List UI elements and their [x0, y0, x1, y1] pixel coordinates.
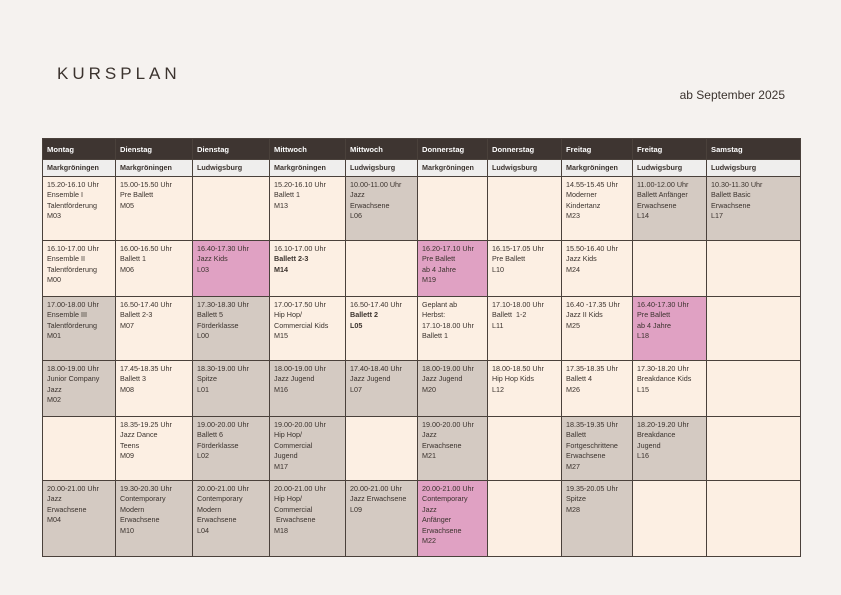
- location-header: Ludwigsburg: [193, 160, 270, 177]
- course-time: 18.00-19.00 Uhr: [47, 364, 99, 373]
- course-cell: [193, 361, 270, 417]
- course-detail: Jazz Kids: [197, 254, 228, 264]
- empty-cell: [707, 241, 801, 297]
- course-detail: L02: [197, 451, 209, 461]
- empty-cell: [418, 177, 488, 241]
- course-cell: [633, 417, 707, 481]
- course-detail: M21: [422, 451, 436, 461]
- day-header: Freitag: [562, 139, 633, 160]
- course-detail: Pre Ballett: [637, 310, 671, 320]
- course-cell: [116, 361, 193, 417]
- course-detail: Jazz: [47, 494, 62, 504]
- course-detail: Herbst:: [422, 310, 446, 320]
- course-detail: M20: [422, 384, 436, 394]
- course-time: 16.15-17.05 Uhr: [492, 244, 544, 253]
- course-time: 20.00-21.00 Uhr: [274, 484, 326, 493]
- course-detail: M14: [274, 264, 288, 274]
- course-detail: M24: [566, 264, 580, 274]
- day-header: Mittwoch: [346, 139, 418, 160]
- course-detail: Jugend: [274, 451, 298, 461]
- course-detail: M02: [47, 395, 61, 405]
- course-detail: Ensemble I: [47, 190, 83, 200]
- course-detail: 17.10-18.00 Uhr: [422, 320, 474, 330]
- course-detail: L15: [637, 384, 649, 394]
- course-time: 16.50-17.40 Uhr: [120, 300, 172, 309]
- course-time: 16.10-17.00 Uhr: [274, 244, 326, 253]
- day-header: Mittwoch: [270, 139, 346, 160]
- course-cell: [488, 297, 562, 361]
- day-header: Donnerstag: [488, 139, 562, 160]
- course-time: 19.30-20.30 Uhr: [120, 484, 172, 493]
- time-slot-row: [43, 361, 801, 417]
- course-detail: M17: [274, 461, 288, 471]
- course-detail: L14: [637, 211, 649, 221]
- course-detail: M19: [422, 275, 436, 285]
- course-detail: Hip Hop/: [274, 494, 302, 504]
- course-detail: M06: [120, 264, 134, 274]
- course-cell: [116, 481, 193, 557]
- course-detail: Spitze: [197, 374, 217, 384]
- course-detail: Anfänger: [422, 515, 452, 525]
- course-time: 17.35-18.35 Uhr: [566, 364, 618, 373]
- course-time: 16.00-16.50 Uhr: [120, 244, 172, 253]
- course-cell: [270, 297, 346, 361]
- course-time: Geplant ab: [422, 300, 458, 309]
- course-cell: [193, 417, 270, 481]
- course-cell: [418, 297, 488, 361]
- location-header: Markgröningen: [270, 160, 346, 177]
- course-cell: [562, 361, 633, 417]
- course-detail: M05: [120, 200, 134, 210]
- course-detail: M08: [120, 384, 134, 394]
- location-header: Markgröningen: [43, 160, 116, 177]
- course-detail: Pre Ballett: [492, 254, 526, 264]
- course-cell: [43, 177, 116, 241]
- course-time: 17.45-18.35 Uhr: [120, 364, 172, 373]
- course-time: 10.00-11.00 Uhr: [350, 180, 402, 189]
- course-detail: Teens: [120, 440, 140, 450]
- course-cell: [418, 361, 488, 417]
- time-slot-row: [43, 241, 801, 297]
- location-header: Markgröningen: [562, 160, 633, 177]
- course-detail: M13: [274, 200, 288, 210]
- course-cell: [193, 297, 270, 361]
- course-detail: Fortgeschrittene: [566, 440, 618, 450]
- course-cell: [418, 417, 488, 481]
- course-detail: L16: [637, 451, 649, 461]
- course-detail: L06: [350, 211, 362, 221]
- course-detail: M27: [566, 461, 580, 471]
- course-detail: M10: [120, 525, 134, 535]
- course-detail: Ballett 1: [274, 190, 300, 200]
- course-detail: Erwachsene: [422, 440, 462, 450]
- course-cell: [116, 297, 193, 361]
- course-detail: Jazz Jugend: [350, 374, 391, 384]
- course-detail: L00: [197, 331, 209, 341]
- course-detail: Erwachsene: [274, 515, 316, 525]
- schedule-table: [42, 138, 801, 557]
- course-detail: M26: [566, 384, 580, 394]
- course-cell: [562, 297, 633, 361]
- course-detail: Spitze: [566, 494, 586, 504]
- empty-cell: [488, 177, 562, 241]
- empty-cell: [346, 417, 418, 481]
- course-cell: [562, 241, 633, 297]
- course-detail: Jazz Erwachsene: [350, 494, 407, 504]
- course-cell: [43, 241, 116, 297]
- course-detail: Contemporary: [197, 494, 243, 504]
- time-slot-row: [43, 481, 801, 557]
- course-detail: Junior Company: [47, 374, 100, 384]
- course-detail: Pre Ballett: [120, 190, 154, 200]
- empty-cell: [43, 417, 116, 481]
- course-cell: [270, 177, 346, 241]
- course-detail: L12: [492, 384, 504, 394]
- course-detail: M00: [47, 275, 61, 285]
- course-cell: [562, 177, 633, 241]
- course-cell: [488, 241, 562, 297]
- course-time: 17.30-18.20 Uhr: [637, 364, 689, 373]
- course-time: 16.40-17.30 Uhr: [197, 244, 249, 253]
- course-time: 17.30-18.30 Uhr: [197, 300, 249, 309]
- course-time: 20.00-21.00 Uhr: [47, 484, 99, 493]
- course-cell: [488, 361, 562, 417]
- empty-cell: [707, 297, 801, 361]
- course-detail: Ensemble III: [47, 310, 87, 320]
- course-detail: Jazz: [422, 504, 437, 514]
- course-cell: [562, 481, 633, 557]
- course-time: 16.40 -17.35 Uhr: [566, 300, 620, 309]
- course-cell: [116, 417, 193, 481]
- course-detail: Modern: [197, 504, 222, 514]
- course-detail: M16: [274, 384, 288, 394]
- location-header: Ludwigsburg: [633, 160, 707, 177]
- course-detail: Ballett 3: [120, 374, 146, 384]
- course-time: 17.00-18.00 Uhr: [47, 300, 99, 309]
- course-time: 16.50-17.40 Uhr: [350, 300, 402, 309]
- course-detail: M22: [422, 536, 436, 546]
- location-header: Markgröningen: [116, 160, 193, 177]
- course-detail: Talentförderung: [47, 264, 97, 274]
- course-time: 19.00-20.00 Uhr: [422, 420, 474, 429]
- course-detail: Ballett Basic: [711, 190, 751, 200]
- location-header: Ludwigsburg: [488, 160, 562, 177]
- course-detail: Ballett 4: [566, 374, 592, 384]
- course-time: 15.20-16.10 Uhr: [47, 180, 99, 189]
- course-time: 15.50-16.40 Uhr: [566, 244, 618, 253]
- course-cell: [193, 481, 270, 557]
- course-time: 15.20-16.10 Uhr: [274, 180, 326, 189]
- course-detail: Commercial: [274, 504, 313, 514]
- course-detail: Contemporary: [422, 494, 468, 504]
- course-detail: M15: [274, 331, 288, 341]
- course-detail: Erwachsene: [350, 200, 390, 210]
- location-header: Ludwigsburg: [707, 160, 801, 177]
- course-detail: Jazz Kids: [566, 254, 597, 264]
- course-detail: Kindertanz: [566, 200, 601, 210]
- course-time: 19.35-20.05 Uhr: [566, 484, 618, 493]
- course-cell: [270, 481, 346, 557]
- course-cell: [346, 361, 418, 417]
- course-detail: Modern: [120, 504, 145, 514]
- course-detail: M03: [47, 211, 61, 221]
- course-cell: [707, 177, 801, 241]
- course-detail: Jazz: [350, 190, 365, 200]
- location-header-row: [43, 160, 801, 177]
- course-cell: [633, 177, 707, 241]
- course-detail: L18: [637, 331, 649, 341]
- course-time: 17.40-18.40 Uhr: [350, 364, 402, 373]
- course-time: 16.10-17.00 Uhr: [47, 244, 99, 253]
- course-detail: Ballett 1: [120, 254, 146, 264]
- course-detail: Ballett 6: [197, 430, 223, 440]
- course-time: 18.00-18.50 Uhr: [492, 364, 544, 373]
- course-cell: [633, 297, 707, 361]
- course-detail: Jazz: [422, 430, 437, 440]
- course-detail: Talentförderung: [47, 200, 97, 210]
- course-time: 16.40-17.30 Uhr: [637, 300, 689, 309]
- course-detail: Förderklasse: [197, 320, 239, 330]
- course-detail: M28: [566, 504, 580, 514]
- day-header-row: [43, 139, 801, 160]
- course-time: 20.00-21.00 Uhr: [422, 484, 474, 493]
- course-detail: M23: [566, 211, 580, 221]
- page-subtitle: ab September 2025: [679, 88, 785, 102]
- course-detail: Ballett 2: [350, 310, 378, 320]
- course-detail: Förderklasse: [197, 440, 239, 450]
- course-cell: [116, 241, 193, 297]
- course-detail: ab 4 Jahre: [422, 264, 456, 274]
- day-header: Donnerstag: [418, 139, 488, 160]
- empty-cell: [707, 417, 801, 481]
- course-detail: Jazz Dance: [120, 430, 158, 440]
- course-time: 18.00-19.00 Uhr: [274, 364, 326, 373]
- time-slot-row: [43, 417, 801, 481]
- course-time: 19.00-20.00 Uhr: [197, 420, 249, 429]
- course-detail: Commercial Kids: [274, 320, 329, 330]
- course-detail: L09: [350, 504, 362, 514]
- course-cell: [116, 177, 193, 241]
- course-detail: L03: [197, 264, 209, 274]
- course-detail: Contemporary: [120, 494, 166, 504]
- course-detail: Hip Hop Kids: [492, 374, 534, 384]
- course-detail: Hip Hop/: [274, 310, 302, 320]
- empty-cell: [488, 417, 562, 481]
- course-cell: [43, 481, 116, 557]
- course-time: 18.30-19.00 Uhr: [197, 364, 249, 373]
- course-cell: [346, 297, 418, 361]
- course-cell: [270, 361, 346, 417]
- location-header: Ludwigsburg: [346, 160, 418, 177]
- course-time: 18.35-19.35 Uhr: [566, 420, 618, 429]
- empty-cell: [707, 481, 801, 557]
- course-detail: Pre Ballett: [422, 254, 456, 264]
- course-cell: [270, 417, 346, 481]
- empty-cell: [346, 241, 418, 297]
- course-detail: Erwachsene: [422, 525, 462, 535]
- course-time: 19.00-20.00 Uhr: [274, 420, 326, 429]
- course-time: 20.00-21.00 Uhr: [350, 484, 402, 493]
- course-detail: L04: [197, 525, 209, 535]
- course-detail: Jugend: [637, 440, 661, 450]
- course-detail: Erwachsene: [711, 200, 751, 210]
- course-detail: L01: [197, 384, 209, 394]
- course-detail: L05: [350, 320, 363, 330]
- course-detail: L17: [711, 211, 723, 221]
- course-time: 11.00-12.00 Uhr: [637, 180, 689, 189]
- course-cell: [633, 361, 707, 417]
- course-detail: M07: [120, 320, 134, 330]
- time-slot-row: [43, 177, 801, 241]
- course-detail: Ballett 1: [422, 331, 448, 341]
- empty-cell: [488, 481, 562, 557]
- course-time: 10.30-11.30 Uhr: [711, 180, 763, 189]
- course-cell: [418, 481, 488, 557]
- course-detail: L07: [350, 384, 362, 394]
- course-cell: [346, 481, 418, 557]
- course-detail: Jazz Jugend: [274, 374, 315, 384]
- course-detail: L10: [492, 264, 504, 274]
- course-detail: Erwachsene: [197, 515, 237, 525]
- course-time: 18.20-19.20 Uhr: [637, 420, 689, 429]
- day-header: Freitag: [633, 139, 707, 160]
- course-cell: [562, 417, 633, 481]
- course-detail: Erwachsene: [637, 200, 677, 210]
- course-detail: Commercial: [274, 440, 313, 450]
- course-time: 14.55-15.45 Uhr: [566, 180, 618, 189]
- course-detail: M04: [47, 515, 61, 525]
- course-cell: [43, 361, 116, 417]
- time-slot-row: [43, 297, 801, 361]
- course-detail: Ballett 5: [197, 310, 223, 320]
- course-detail: Erwachsene: [47, 504, 87, 514]
- course-detail: ab 4 Jahre: [637, 320, 671, 330]
- course-cell: [193, 241, 270, 297]
- course-detail: Ballett: [566, 430, 586, 440]
- course-detail: Jazz II Kids: [566, 310, 603, 320]
- course-detail: M01: [47, 331, 61, 341]
- course-cell: [43, 297, 116, 361]
- course-detail: Ballett 2-3: [120, 310, 153, 320]
- day-header: Montag: [43, 139, 116, 160]
- course-time: 17.10-18.00 Uhr: [492, 300, 544, 309]
- course-detail: Jazz Jugend: [422, 374, 463, 384]
- location-header: Markgröningen: [418, 160, 488, 177]
- course-detail: Talentförderung: [47, 320, 97, 330]
- course-cell: [346, 177, 418, 241]
- course-detail: Moderner: [566, 190, 597, 200]
- course-time: 15.00-15.50 Uhr: [120, 180, 172, 189]
- course-time: 16.20-17.10 Uhr: [422, 244, 474, 253]
- course-detail: Jazz: [47, 384, 62, 394]
- day-header: Dienstag: [193, 139, 270, 160]
- course-detail: Breakdance: [637, 430, 676, 440]
- page-title: KURSPLAN: [57, 64, 181, 83]
- course-time: 17.00-17.50 Uhr: [274, 300, 326, 309]
- empty-cell: [633, 481, 707, 557]
- course-detail: Ensemble II: [47, 254, 85, 264]
- course-detail: Ballett 1-2: [492, 310, 527, 320]
- course-time: 20.00-21.00 Uhr: [197, 484, 249, 493]
- course-detail: L11: [492, 320, 504, 330]
- empty-cell: [707, 361, 801, 417]
- course-cell: [418, 241, 488, 297]
- course-detail: Ballett Anfänger: [637, 190, 688, 200]
- course-detail: Breakdance Kids: [637, 374, 692, 384]
- course-time: 18.00-19.00 Uhr: [422, 364, 474, 373]
- course-detail: M25: [566, 320, 580, 330]
- course-detail: Erwachsene: [120, 515, 160, 525]
- schedule-body: [43, 177, 801, 557]
- course-detail: Ballett 2-3: [274, 254, 309, 264]
- course-detail: M18: [274, 525, 288, 535]
- day-header: Dienstag: [116, 139, 193, 160]
- empty-cell: [193, 177, 270, 241]
- empty-cell: [633, 241, 707, 297]
- course-detail: M09: [120, 451, 134, 461]
- day-header: Samstag: [707, 139, 801, 160]
- course-cell: [270, 241, 346, 297]
- course-detail: Hip Hop/: [274, 430, 302, 440]
- course-detail: Erwachsene: [566, 451, 606, 461]
- course-time: 18.35-19.25 Uhr: [120, 420, 172, 429]
